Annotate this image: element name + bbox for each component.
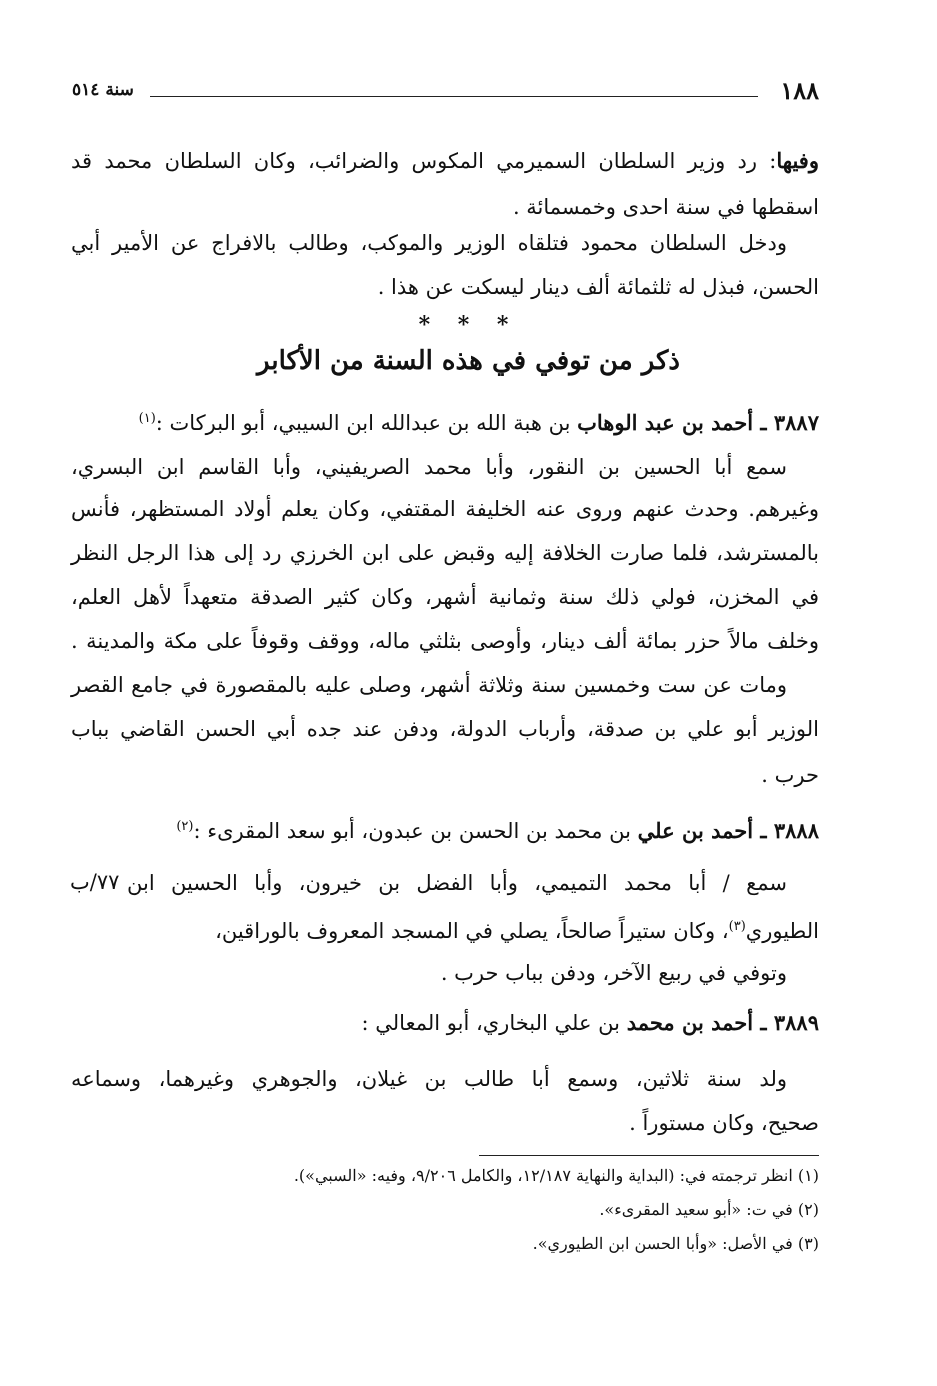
entry-line [71, 912, 819, 946]
footnote: (٣) في الأصل: «وأبا الحسن ابن الطيوري». [532, 1234, 819, 1253]
running-header-year: سنة ٥١٤ [72, 80, 134, 100]
entry-line: وغيرهم. وحدث عنهم وروى عنه الخليفة المقتفي، وكان يعلم أولاد المستظهر، فأنس [71, 497, 819, 521]
intro-line-4: الحسن، فبذل له ثلثمائة ألف دينار ليسكت عن هذا . [377, 275, 819, 299]
entry-line: الوزير أبو علي بن صدقة، وأرباب الدولة، ودفن عند جده أبي الحسن القاضي بباب [71, 717, 819, 741]
intro-line-1-text: : رد وزير السلطان السميرمي المكوس والضرائب، وكان السلطان محمد قد [71, 149, 777, 173]
footnote: (١) انظر ترجمته في: (البداية والنهاية ١٢/١٨٧، والكامل ٩/٢٠٦، وفيه: «السبي»). [293, 1166, 819, 1185]
page-number: ١٨٨ [780, 76, 819, 105]
manuscript-folio-marker: ٧٧/ب [70, 870, 120, 894]
entry-line: سمع أبا الحسين بن النقور، وأبا محمد الصريفيني، وأبا القاسم ابن البسري، [71, 455, 787, 479]
entry-line: ولد سنة ثلاثين، وسمع أبا طالب بن غيلان، والجوهري وغيرهما، وسماعه [71, 1067, 787, 1091]
entry-line: بالمسترشد، فلما صارت الخلافة إليه وقبض على ابن الخرزي رد إلى هذا الرجل النظر [71, 541, 819, 565]
entry-heading-rest: بن علي البخاري، أبو المعالي : [361, 1011, 627, 1035]
footnote-ref: (١) [138, 411, 156, 426]
entry-heading-name: ٣٨٨٨ ـ أحمد بن علي [637, 818, 819, 843]
footnote-ref: (٢) [176, 819, 194, 834]
entry-heading-name: ٣٨٨٧ ـ أحمد بن عبد الوهاب [577, 410, 819, 435]
footnote-rule [479, 1155, 819, 1156]
intro-line-2: اسقطها في سنة احدى وخمسمائة . [512, 195, 819, 219]
intro-line-3: ودخل السلطان محمود فتلقاه الوزير والموكب، وطالب بالافراج عن الأمير أبي [71, 231, 787, 255]
header-rule [150, 96, 758, 97]
entry-line: سمع / أبا محمد التميمي، وأبا الفضل بن خيرون، وأبا الحسين ابن [127, 871, 787, 895]
section-title: ذكر من توفي في هذه السنة من الأكابر [256, 346, 680, 376]
intro-keyword: وفيها [776, 148, 819, 173]
entry-line: في المخزن، فولي ذلك سنة وثمانية أشهر، وكان كثير الصدقة متعهداً لأهل العلم، [71, 585, 819, 609]
entry-heading-name: ٣٨٨٩ ـ أحمد بن محمد [626, 1010, 819, 1035]
entry-line: حرب . [761, 763, 819, 787]
entry-heading [71, 1008, 819, 1038]
entry-line: صحيح، وكان مستوراً . [629, 1111, 819, 1135]
entry-line: ومات عن ست وخمسين سنة وثلاثة أشهر، وصلى عليه بالمقصورة في جامع القصر [71, 673, 787, 697]
footnote: (٢) في ت: «أبو سعيد المقرىء». [599, 1200, 819, 1219]
intro-line-1 [71, 146, 819, 176]
section-separator: * * * [418, 312, 519, 338]
entry-line-part: الطيوري [745, 919, 819, 943]
footnote-ref: (٣) [728, 919, 746, 934]
entry-heading [71, 812, 819, 846]
entry-heading [71, 404, 819, 438]
entry-line: وتوفي في ربيع الآخر، ودفن بباب حرب . [440, 961, 787, 985]
entry-heading-rest: بن هبة الله بن عبدالله ابن السيبي، أبو البركات : [155, 411, 578, 435]
entry-line-part: ، وكان ستيراً صالحاً، يصلي في المسجد المعروف بالوراقين، [215, 919, 729, 943]
entry-line: وخلف مالاً حزر بمائة ألف دينار، وأوصى بثلثي ماله، ووقف وقوفاً على مكة والمدينة . [71, 629, 819, 653]
entry-heading-rest: بن محمد بن الحسن بن عبدون، أبو سعد المقرىء : [193, 819, 638, 843]
